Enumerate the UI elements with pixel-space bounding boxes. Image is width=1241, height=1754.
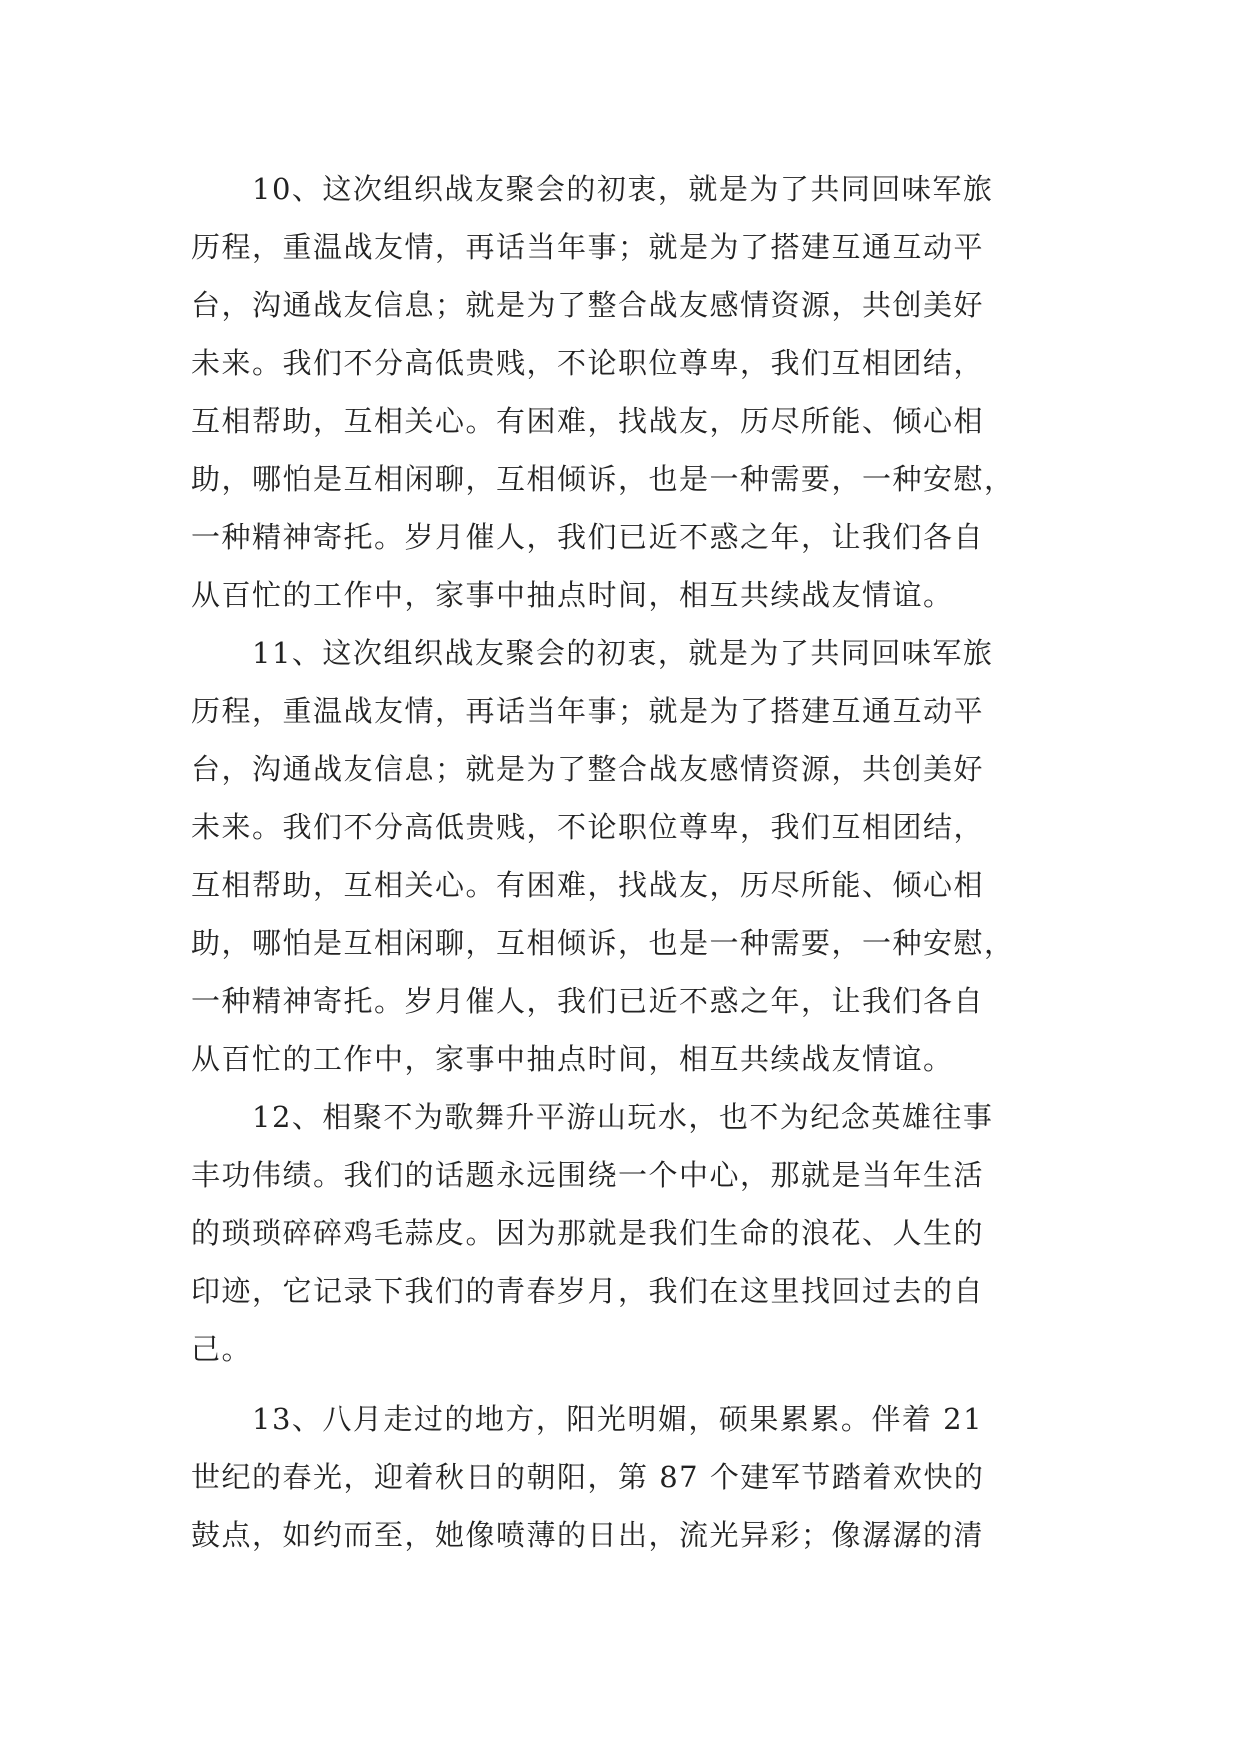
text-line: 10、这次组织战友聚会的初衷，就是为了共同回味军旅 [191,172,994,206]
text-line: 助，哪怕是互相闲聊，互相倾诉，也是一种需要，一种安慰， [191,926,1015,960]
text-line: 一种精神寄托。岁月催人，我们已近不惑之年，让我们各自 [191,984,985,1018]
text-line: 未来。我们不分高低贵贱，不论职位尊卑，我们互相团结， [191,346,985,380]
text-line: 互相帮助，互相关心。有困难，找战友，历尽所能、倾心相 [191,404,985,438]
document-body [191,160,1051,1564]
text-line: 丰功伟绩。我们的话题永远围绕一个中心，那就是当年生活 [191,1158,985,1192]
text-line: 助，哪怕是互相闲聊，互相倾诉，也是一种需要，一种安慰， [191,462,1015,496]
paragraph-12 [191,1088,1051,1378]
text-line: 台，沟通战友信息；就是为了整合战友感情资源，共创美好 [191,288,985,322]
text-line: 从百忙的工作中，家事中抽点时间，相互共续战友情谊。 [191,1042,954,1076]
paragraph-11 [191,624,1051,1088]
paragraph-13 [191,1390,1051,1564]
text-line: 11、这次组织战友聚会的初衷，就是为了共同回味军旅 [191,636,994,670]
text-line: 未来。我们不分高低贵贱，不论职位尊卑，我们互相团结， [191,810,985,844]
text-line: 一种精神寄托。岁月催人，我们已近不惑之年，让我们各自 [191,520,985,554]
paragraph-spacer [191,1378,1051,1390]
text-line: 台，沟通战友信息；就是为了整合战友感情资源，共创美好 [191,752,985,786]
paragraph-10 [191,160,1051,624]
text-line: 的琐琐碎碎鸡毛蒜皮。因为那就是我们生命的浪花、人生的 [191,1216,985,1250]
text-line: 己。 [191,1332,253,1366]
text-line: 互相帮助，互相关心。有困难，找战友，历尽所能、倾心相 [191,868,985,902]
text-line: 历程，重温战友情，再话当年事；就是为了搭建互通互动平 [191,230,985,264]
text-line: 世纪的春光，迎着秋日的朝阳，第 87 个建军节踏着欢快的 [191,1460,985,1494]
text-line: 从百忙的工作中，家事中抽点时间，相互共续战友情谊。 [191,578,954,612]
text-line: 历程，重温战友情，再话当年事；就是为了搭建互通互动平 [191,694,985,728]
text-line: 13、八月走过的地方，阳光明媚，硕果累累。伴着 21 [191,1402,984,1436]
text-line: 12、相聚不为歌舞升平游山玩水，也不为纪念英雄往事 [191,1100,994,1134]
text-line: 鼓点，如约而至，她像喷薄的日出，流光异彩；像潺潺的清 [191,1518,985,1552]
text-line: 印迹，它记录下我们的青春岁月，我们在这里找回过去的自 [191,1274,985,1308]
